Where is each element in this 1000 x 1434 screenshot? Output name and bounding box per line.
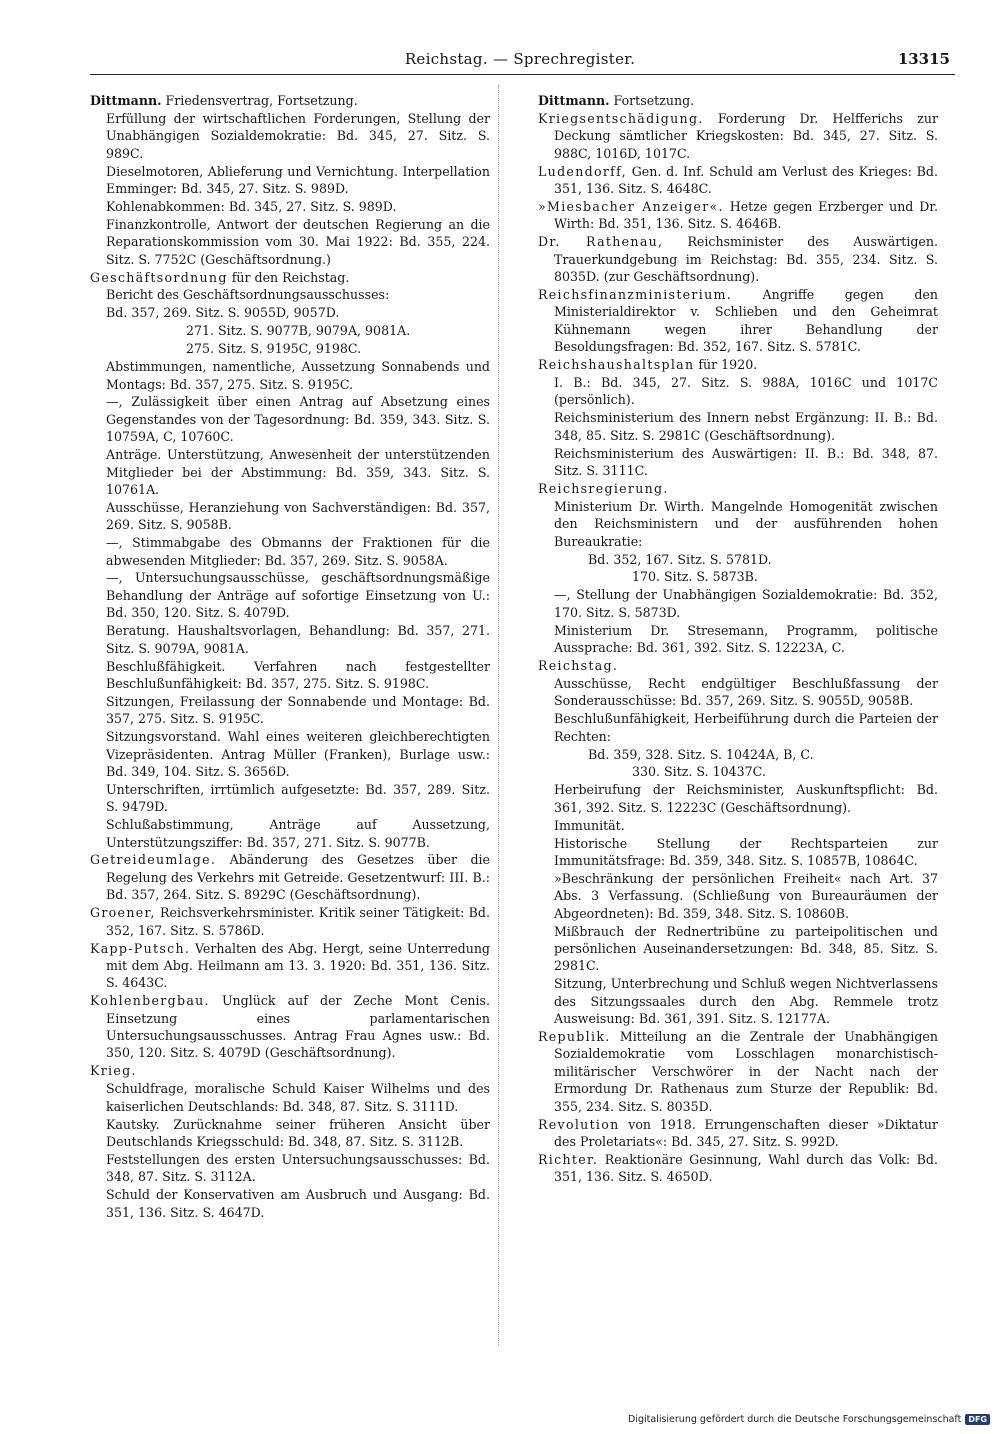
- page-number: 13315: [897, 50, 950, 68]
- entry-keyword: Kohlenbergbau.: [90, 993, 210, 1009]
- entry-text: Bd. 352, 167. Sitz. S. 5781D.: [588, 551, 772, 567]
- index-entry: [538, 835, 938, 870]
- index-entry: [90, 1080, 490, 1115]
- entry-text: Kautsky. Zurücknahme seiner früheren Ansicht über Deutschlands Kriegsschuld: Bd. 348, 87. Sitz. S. 3112B.: [106, 1116, 490, 1149]
- page-header-title: Reichstag. — Sprechregister.: [404, 50, 636, 68]
- entry-text: Reichsverkehrsminister. Kritik seiner Tätigkeit: Bd. 352, 167. Sitz. S. 5786D.: [106, 905, 490, 938]
- index-entry: [538, 975, 938, 1027]
- entry-text: 330. Sitz. S. 10437C.: [632, 764, 766, 780]
- entry-text: Erfüllung der wirtschaftlichen Forderungen, Stellung der Unabhängigen Sozialdemokratie: Bd. 345, 27. Sitz. S. 989C.: [106, 110, 490, 161]
- entry-text: »Beschränkung der persönlichen Freiheit« nach Art. 37 Abs. 3 Verfassung. (Schließung von Bureauräumen der Abgeordneten): Bd. 359, 348. Sitz. S. 10860B.: [554, 870, 938, 921]
- entry-text: Beschlußfähigkeit. Verfahren nach festgestellter Beschlußunfähigkeit: Bd. 357, 275. Sitz. S. 9198C.: [106, 658, 490, 691]
- entry-keyword: Reichsregierung.: [538, 480, 669, 496]
- entry-keyword: »Miesbacher Anzeiger«.: [538, 198, 724, 214]
- entry-text: Kohlenabkommen: Bd. 345, 27. Sitz. S. 989D.: [106, 198, 397, 214]
- index-entry: [90, 1116, 490, 1151]
- entry-keyword: Richter.: [538, 1151, 599, 1167]
- index-entry: [90, 216, 490, 268]
- entry-text: Mißbrauch der Rednertribüne zu parteipolitischen und persönlichen Auseinandersetzungen: Bd. 348, 85. Sitz. S. 2981C.: [554, 923, 938, 974]
- index-entry: [90, 816, 490, 851]
- entry-text: Ministerium Dr. Stresemann, Programm, politische Aussprache: Bd. 361, 392. Sitz. S. 12223A, C.: [554, 622, 938, 656]
- entry-text: Bd. 359, 328. Sitz. S. 10424A, B, C.: [588, 746, 814, 762]
- entry-text: Historische Stellung der Rechtsparteien zur Immunitätsfrage: Bd. 359, 348. Sitz. S. 10857B, 10864C.: [554, 835, 938, 868]
- index-entry: [538, 746, 938, 763]
- entry-text: Feststellungen des ersten Untersuchungsausschusses: Bd. 348, 87. Sitz. S. 3112A.: [106, 1151, 490, 1185]
- index-entry: [538, 445, 938, 480]
- entry-text: Hetze gegen Erzberger und Dr. Wirth: Bd. 351, 136. Sitz. S. 4646B.: [554, 198, 938, 232]
- index-entry: [538, 92, 938, 109]
- index-entry: [90, 992, 490, 1062]
- entry-text: —, Zulässigkeit über einen Antrag auf Absetzung eines Gegenstandes von der Tagesordnung: Bd. 359, 343. Sitz. S. 10759A, C, 10760C.: [106, 394, 490, 445]
- index-entry: [90, 693, 490, 728]
- index-entry: [538, 870, 938, 922]
- entry-text: 271. Sitz. S. 9077B, 9079A, 9081A.: [186, 323, 411, 339]
- entry-text: Beratung. Haushaltsvorlagen, Behandlung: Bd. 357, 271. Sitz. S. 9079A, 9081A.: [106, 623, 490, 656]
- entry-keyword: Ludendorff,: [538, 163, 627, 179]
- entry-text: Finanzkontrolle, Antwort der deutschen Regierung an die Reparationskommission vom 30. Mai 1922: Bd. 355, 224. Sitz. S. 7752C (Geschäftsordnung.): [106, 216, 490, 267]
- index-entry: [90, 940, 490, 992]
- entry-text: Reichsministerium des Innern nebst Ergänzung: II. B.: Bd. 348, 85. Sitz. S. 2981C (Geschäftsordnung).: [554, 410, 938, 443]
- entry-text: Bericht des Geschäftsordnungsausschusses:: [106, 287, 390, 303]
- index-entry: [90, 322, 490, 339]
- entry-text: Reaktionäre Gesinnung, Wahl durch das Volk: Bd. 351, 136. Sitz. S. 4650D.: [554, 1151, 938, 1185]
- index-entry: [538, 1116, 938, 1151]
- entry-keyword: Reichstag.: [538, 658, 619, 673]
- index-entry: [90, 499, 490, 534]
- footer-text: Digitalisierung gefördert durch die Deutsche Forschungsgemeinschaft: [628, 1414, 962, 1425]
- entry-text: Schlußabstimmung, Anträge auf Aussetzung, Unterstützungsziffer: Bd. 357, 271. Sitz. S. 9077B.: [106, 817, 490, 850]
- entry-keyword: Reichshaushaltsplan: [538, 357, 695, 373]
- entry-text: —, Stellung der Unabhängigen Sozialdemokratie: Bd. 352, 170. Sitz. S. 5873D.: [554, 587, 938, 620]
- header-rule: [90, 74, 955, 75]
- entry-keyword: Groener,: [90, 905, 156, 921]
- index-entry: [538, 710, 938, 745]
- index-entry: [538, 923, 938, 975]
- index-entry: [90, 851, 490, 903]
- index-entry: [538, 1151, 938, 1186]
- index-entry: [538, 480, 938, 497]
- index-entry: [538, 110, 938, 162]
- left-column: [90, 92, 490, 1222]
- entry-text: Schuld der Konservativen am Ausbruch und Ausgang: Bd. 351, 136. Sitz. S. 4647D.: [106, 1187, 490, 1220]
- index-entry: [538, 568, 938, 585]
- entry-text: für den Reichstag.: [227, 269, 350, 285]
- index-entry: [90, 340, 490, 357]
- index-entry: [538, 356, 938, 373]
- entry-text: Dieselmotoren, Ablieferung und Vernichtung. Interpellation Emminger: Bd. 345, 27. Sitz. S. 989D.: [106, 163, 490, 197]
- entry-keyword: Revolution: [538, 1116, 620, 1132]
- entry-text: Angriffe gegen den Ministerialdirektor v. Schlieben und den Geheimrat Kühnemann wegen ihrer Behandlung der Besoldungsfragen: Bd. 352, 167. Sitz. S. 5781C.: [554, 286, 938, 355]
- column-divider: [498, 85, 499, 1345]
- index-entry: [90, 269, 490, 286]
- entry-text: Sitzungsvorstand. Wahl eines weiteren gleichberechtigten Vizepräsidenten. Antrag Müller (Franken), Burlage usw.: Bd. 349, 104. Sitz. S. 3656D.: [106, 729, 490, 779]
- entry-text: Forderung Dr. Helfferichs zur Deckung sämtlicher Kriegskosten: Bd. 345, 27. Sitz. S. 988C, 1016D, 1017C.: [554, 110, 938, 161]
- entry-text: Verhalten des Abg. Hergt, seine Unterredung mit dem Abg. Heilmann am 13. 3. 1920: Bd. 351, 136. Sitz. S. 4643C.: [106, 940, 490, 991]
- index-entry: [90, 622, 490, 657]
- index-entry: [90, 446, 490, 498]
- entry-text: Anträge. Unterstützung, Anwesenheit der unterstützenden Mitglieder bei der Abstimmung: Bd. 359, 343. Sitz. S. 10761A.: [106, 447, 490, 497]
- index-entry: [90, 198, 490, 215]
- entry-text: Beschlußunfähigkeit, Herbeiführung durch die Parteien der Rechten:: [554, 711, 938, 744]
- entry-text: —, Stimmabgabe des Obmanns der Fraktionen für die abwesenden Mitglieder: Bd. 357, 269. Sitz. S. 9058A.: [106, 535, 490, 568]
- entry-text: Gen. d. Inf. Schuld am Verlust des Krieges: Bd. 351, 136. Sitz. S. 4648C.: [554, 163, 938, 197]
- entry-keyword: Kapp-Putsch.: [90, 940, 191, 956]
- index-entry: [90, 904, 490, 939]
- entry-text: Reichsminister des Auswärtigen. Trauerkundgebung im Reichstag: Bd. 355, 234. Sitz. S. 8035D. (zur Geschäftsordnung).: [554, 234, 938, 285]
- footer-credit: [628, 1414, 990, 1425]
- index-entry: [538, 622, 938, 657]
- index-entry: [538, 498, 938, 550]
- entry-text: I. B.: Bd. 345, 27. Sitz. S. 988A, 1016C und 1017C (persönlich).: [554, 375, 938, 408]
- entry-text: Herbeirufung der Reichsminister, Auskunftspflicht: Bd. 361, 392. Sitz. S. 12223C (Geschäftsordnung).: [554, 782, 938, 815]
- index-entry: [538, 675, 938, 710]
- index-entry: [90, 92, 490, 109]
- index-entry: [90, 1151, 490, 1186]
- entry-text: Ausschüsse, Recht endgültiger Beschlußfassung der Sonderausschüsse: Bd. 357, 269. Sitz. S. 9055D, 9058B.: [554, 675, 938, 709]
- entry-text: Immunität.: [554, 817, 625, 833]
- index-entry: [538, 657, 938, 674]
- dfg-logo: DFG: [965, 1414, 990, 1425]
- index-entry: [538, 286, 938, 356]
- index-entry: [538, 586, 938, 621]
- index-entry: [90, 781, 490, 816]
- entry-name: Dittmann.: [538, 93, 610, 108]
- entry-text: Sitzungen, Freilassung der Sonnabende und Montage: Bd. 357, 275. Sitz. S. 9195C.: [106, 693, 490, 727]
- index-entry: [90, 286, 490, 303]
- entry-text: Reichsministerium des Auswärtigen: II. B.: Bd. 348, 87. Sitz. S. 3111C.: [554, 445, 938, 479]
- entry-text: für 1920.: [694, 357, 758, 373]
- entry-keyword: Reichsfinanzministerium.: [538, 286, 733, 302]
- index-entry: [538, 817, 938, 834]
- entry-text: Ministerium Dr. Wirth. Mangelnde Homogenität zwischen den Reichsministern und der ausführenden hohen Bureaukratie:: [554, 498, 938, 549]
- entry-text: 170. Sitz. S. 5873B.: [632, 569, 758, 585]
- index-entry: [90, 110, 490, 162]
- index-entry: [90, 658, 490, 693]
- index-entry: [90, 728, 490, 780]
- entry-text: Abänderung des Gesetzes über die Regelung des Verkehrs mit Getreide. Gesetzentwurf: III. B.: Bd. 357, 264. Sitz. S. 8929C (Geschäftsordnung).: [106, 852, 490, 903]
- index-entry: [90, 163, 490, 198]
- entry-text: Schuldfrage, moralische Schuld Kaiser Wilhelms und des kaiserlichen Deutschlands: Bd. 348, 87. Sitz. S. 3111D.: [106, 1081, 490, 1114]
- index-entry: [90, 304, 490, 321]
- entry-text: Ausschüsse, Heranziehung von Sachverständigen: Bd. 357, 269. Sitz. S. 9058B.: [106, 499, 490, 533]
- entry-text: 275. Sitz. S. 9195C, 9198C.: [186, 341, 362, 357]
- entry-text: Fortsetzung.: [609, 93, 695, 108]
- index-entry: [538, 781, 938, 816]
- index-entry: [538, 551, 938, 568]
- entry-keyword: Geschäftsordnung: [90, 269, 228, 285]
- entry-keyword: Kriegsentschädigung.: [538, 110, 704, 126]
- entry-text: Unterschriften, irrtümlich aufgesetzte: Bd. 357, 289. Sitz. S. 9479D.: [106, 781, 490, 815]
- index-entry: [90, 1062, 490, 1079]
- entry-text: von 1918. Errungenschaften dieser »Diktatur des Proletariats«: Bd. 345, 27. Sitz. S. 992D.: [554, 1116, 938, 1149]
- index-entry: [538, 409, 938, 444]
- index-entry: [90, 534, 490, 569]
- right-column: [538, 92, 938, 1186]
- entry-text: Abstimmungen, namentliche, Aussetzung Sonnabends und Montags: Bd. 357, 275. Sitz. S. 9195C.: [106, 359, 490, 392]
- entry-text: Mitteilung an die Zentrale der Unabhängigen Sozialdemokratie vom Losschlagen monarchistisch-militärischer Verschwörer in der Nacht nach der Ermordung Dr. Rathenaus zum Sturze der Republik: Bd. 355, 234. Sitz. S. 8035D.: [554, 1029, 938, 1114]
- index-entry: [538, 163, 938, 198]
- index-entry: [90, 393, 490, 445]
- index-entry: [90, 358, 490, 393]
- index-entry: [538, 374, 938, 409]
- index-entry: [538, 233, 938, 285]
- entry-text: Bd. 357, 269. Sitz. S. 9055D, 9057D.: [106, 305, 340, 321]
- index-entry: [90, 569, 490, 621]
- index-entry: [538, 763, 938, 780]
- entry-keyword: Republik.: [538, 1029, 611, 1045]
- entry-keyword: Getreideumlage.: [90, 852, 217, 868]
- entry-text: Friedensvertrag, Fortsetzung.: [161, 93, 358, 108]
- index-entry: [538, 1028, 938, 1115]
- entry-text: Sitzung, Unterbrechung und Schluß wegen Nichtverlassens des Sitzungssaales durch den Abg. Remmele trotz Ausweisung: Bd. 361, 391. Sitz. S. 12177A.: [554, 976, 938, 1027]
- entry-keyword: Krieg.: [90, 1063, 137, 1079]
- entry-text: —, Untersuchungsausschüsse, geschäftsordnungsmäßige Behandlung der Anträge auf sofortige Einsetzung von U.: Bd. 350, 120. Sitz. S. 4079D.: [106, 570, 490, 621]
- entry-keyword: Dr. Rathenau,: [538, 234, 664, 250]
- entry-name: Dittmann.: [90, 93, 162, 108]
- index-entry: [538, 198, 938, 233]
- index-entry: [90, 1186, 490, 1221]
- entry-text: Unglück auf der Zeche Mont Cenis. Einsetzung eines parlamentarischen Untersuchungsausschusses. Antrag Frau Agnes usw.: Bd. 350, 120. Sitz. S. 4079D (Geschäftsordnung).: [106, 993, 490, 1061]
